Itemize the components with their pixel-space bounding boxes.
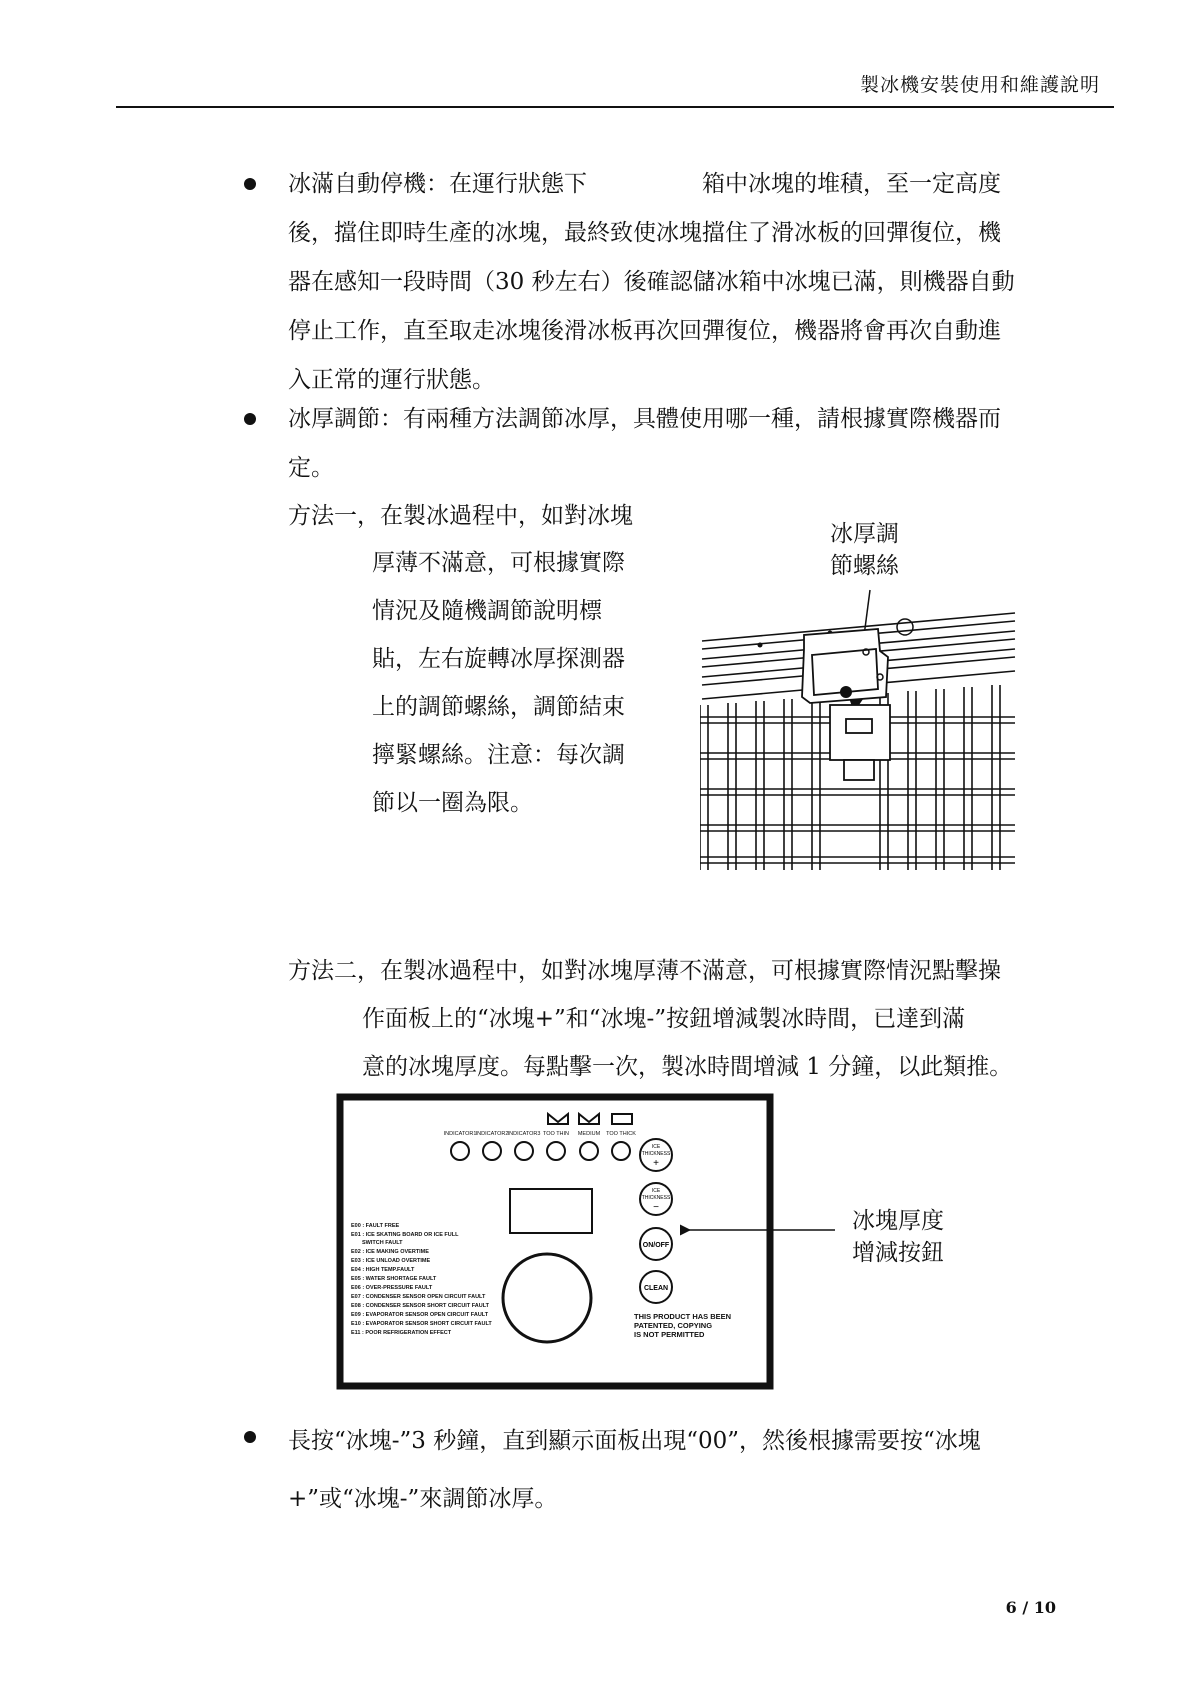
ice-full-line-3: 器在感知一段時間（30 秒左右）後確認儲冰箱中冰塊已滿，則機器自動 — [288, 269, 1015, 295]
method2-line-1: 方法二，在製冰過程中，如對冰塊厚薄不滿意，可根據實際情況點擊操 — [288, 958, 1001, 984]
fault-code-line: E07 : CONDENSER SENSOR OPEN CIRCUIT FAULT — [351, 1294, 486, 1300]
label-indicator1: INDICATOR1 — [443, 1131, 477, 1137]
ice-thickness-minus-button[interactable] — [640, 1183, 672, 1215]
ice-full-paragraph — [288, 160, 1048, 405]
svg-text:+: + — [653, 1158, 659, 1169]
on-off-button[interactable] — [640, 1228, 672, 1260]
screw-callout-label: 冰厚調 節螺絲 — [830, 521, 899, 579]
long-press-line-2: +”或“冰塊-”來調節冰厚。 — [288, 1486, 558, 1512]
long-press-paragraph — [288, 1412, 1048, 1528]
method2-line-2: 作面板上的“冰塊+”和“冰塊-”按鈕增減製冰時間，已達到滿 — [362, 1006, 966, 1032]
ice-full-line-2: 後，擋住即時生產的冰塊，最終致使冰塊擋住了滑冰板的回彈復位，機 — [288, 220, 1001, 246]
bullet-thickness — [244, 413, 256, 425]
method2-line-3: 意的冰塊厚度。每點擊一次，製冰時間增減 1 分鐘，以此類推。 — [362, 1054, 1013, 1080]
control-panel-illustration — [336, 1093, 774, 1390]
too-thick-light — [612, 1142, 630, 1160]
ice-full-line-5: 入正常的運行狀態。 — [288, 367, 495, 393]
indicator2-light — [483, 1142, 501, 1160]
buttons-callout-arrow — [680, 1220, 840, 1240]
thickness-probe-illustration — [700, 585, 1020, 875]
fault-code-line: E11 : POOR REFRIGERATION EFFECT — [351, 1330, 452, 1336]
clean-button[interactable] — [640, 1271, 672, 1303]
fault-code-line: E09 : EVAPORATOR SENSOR OPEN CIRCUIT FAULT — [351, 1312, 489, 1318]
method1-line-4: 貼，左右旋轉冰厚探測器 — [372, 646, 625, 672]
fault-code-line: E06 : OVER-PRESSURE FAULT — [351, 1285, 433, 1291]
thickness-paragraph — [288, 395, 1048, 493]
svg-text:THICKNESS: THICKNESS — [641, 1151, 671, 1157]
patent-notice-line: THIS PRODUCT HAS BEEN — [634, 1312, 732, 1321]
fault-code-line: E10 : EVAPORATOR SENSOR SHORT CIRCUIT FAULT — [351, 1321, 492, 1327]
header-divider — [116, 106, 1114, 108]
bullet-long-press — [244, 1431, 256, 1443]
ice-thickness-plus-button[interactable] — [640, 1139, 672, 1171]
ice-full-line-4: 停止工作，直至取走冰塊後滑冰板再次回彈復位，機器將會再次自動進 — [288, 318, 1001, 344]
fault-code-line: E03 : ICE UNLOAD OVERTIME — [351, 1258, 431, 1264]
fault-code-line: E02 : ICE MAKING OVERTIME — [351, 1249, 429, 1255]
ice-full-line-1: 冰滿自動停機：在運行狀態下 箱中冰塊的堆積，至一定高度 — [288, 171, 1001, 197]
label-indicator3: INDICATOR3 — [507, 1131, 541, 1137]
fault-code-line: E04 : HIGH TEMP.FAULT — [351, 1267, 415, 1273]
svg-text:ICE: ICE — [651, 1144, 661, 1150]
fault-code-line: E05 : WATER SHORTAGE FAULT — [351, 1276, 437, 1282]
fault-code-line: E01 : ICE SKATING BOARD OR ICE FULL — [351, 1232, 459, 1238]
method1-line-6: 擰緊螺絲。注意：每次調 — [372, 742, 625, 768]
method1-line-1: 方法一，在製冰過程中，如對冰塊 — [288, 503, 633, 529]
thickness-line-2: 定。 — [288, 455, 334, 481]
svg-text:−: − — [653, 1202, 659, 1213]
method1-line-5: 上的調節螺絲，調節結束 — [372, 694, 625, 720]
indicator3-light — [515, 1142, 533, 1160]
svg-text:THICKNESS: THICKNESS — [641, 1195, 671, 1201]
svg-text:ON/OFF: ON/OFF — [642, 1242, 670, 1249]
long-press-line-1: 長按“冰塊-”3 秒鐘，直到顯示面板出現“00”，然後根據需要按“冰塊 — [288, 1428, 981, 1454]
digital-display — [510, 1189, 592, 1233]
document-header-title: 製冰機安裝使用和維護說明 — [859, 74, 1100, 96]
method1-line-2: 厚薄不滿意，可根據實際 — [372, 550, 625, 576]
buttons-callout-label: 冰塊厚度 增減按鈕 — [852, 1208, 944, 1266]
fault-code-line: SWITCH FAULT — [362, 1240, 403, 1246]
control-dial[interactable] — [503, 1254, 591, 1342]
thickness-line-1: 冰厚調節：有兩種方法調節冰厚，具體使用哪一種，請根據實際機器而 — [288, 406, 1001, 432]
svg-text:CLEAN: CLEAN — [643, 1285, 669, 1292]
fault-code-line: E00 : FAULT FREE — [351, 1223, 400, 1229]
label-medium: MEDIUM — [577, 1131, 601, 1137]
page-number: 6 / 10 — [1005, 1598, 1056, 1617]
svg-text:ICE: ICE — [651, 1188, 661, 1194]
indicator1-light — [451, 1142, 469, 1160]
label-too-thick: TOO THICK — [606, 1131, 636, 1137]
medium-light — [580, 1142, 598, 1160]
method1-line-3: 情況及隨機調節說明標 — [372, 598, 602, 624]
patent-notice-line: PATENTED, COPYING — [634, 1321, 713, 1330]
patent-notice-line: IS NOT PERMITTED — [634, 1330, 705, 1339]
label-indicator2: INDICATOR2 — [475, 1131, 509, 1137]
fault-code-line: E08 : CONDENSER SENSOR SHORT CIRCUIT FAULT — [351, 1303, 490, 1309]
bullet-ice-full — [244, 178, 256, 190]
too-thin-light — [547, 1142, 565, 1160]
label-too-thin: TOO THIN — [542, 1131, 570, 1137]
method1-line-7: 節以一圈為限。 — [372, 790, 533, 816]
